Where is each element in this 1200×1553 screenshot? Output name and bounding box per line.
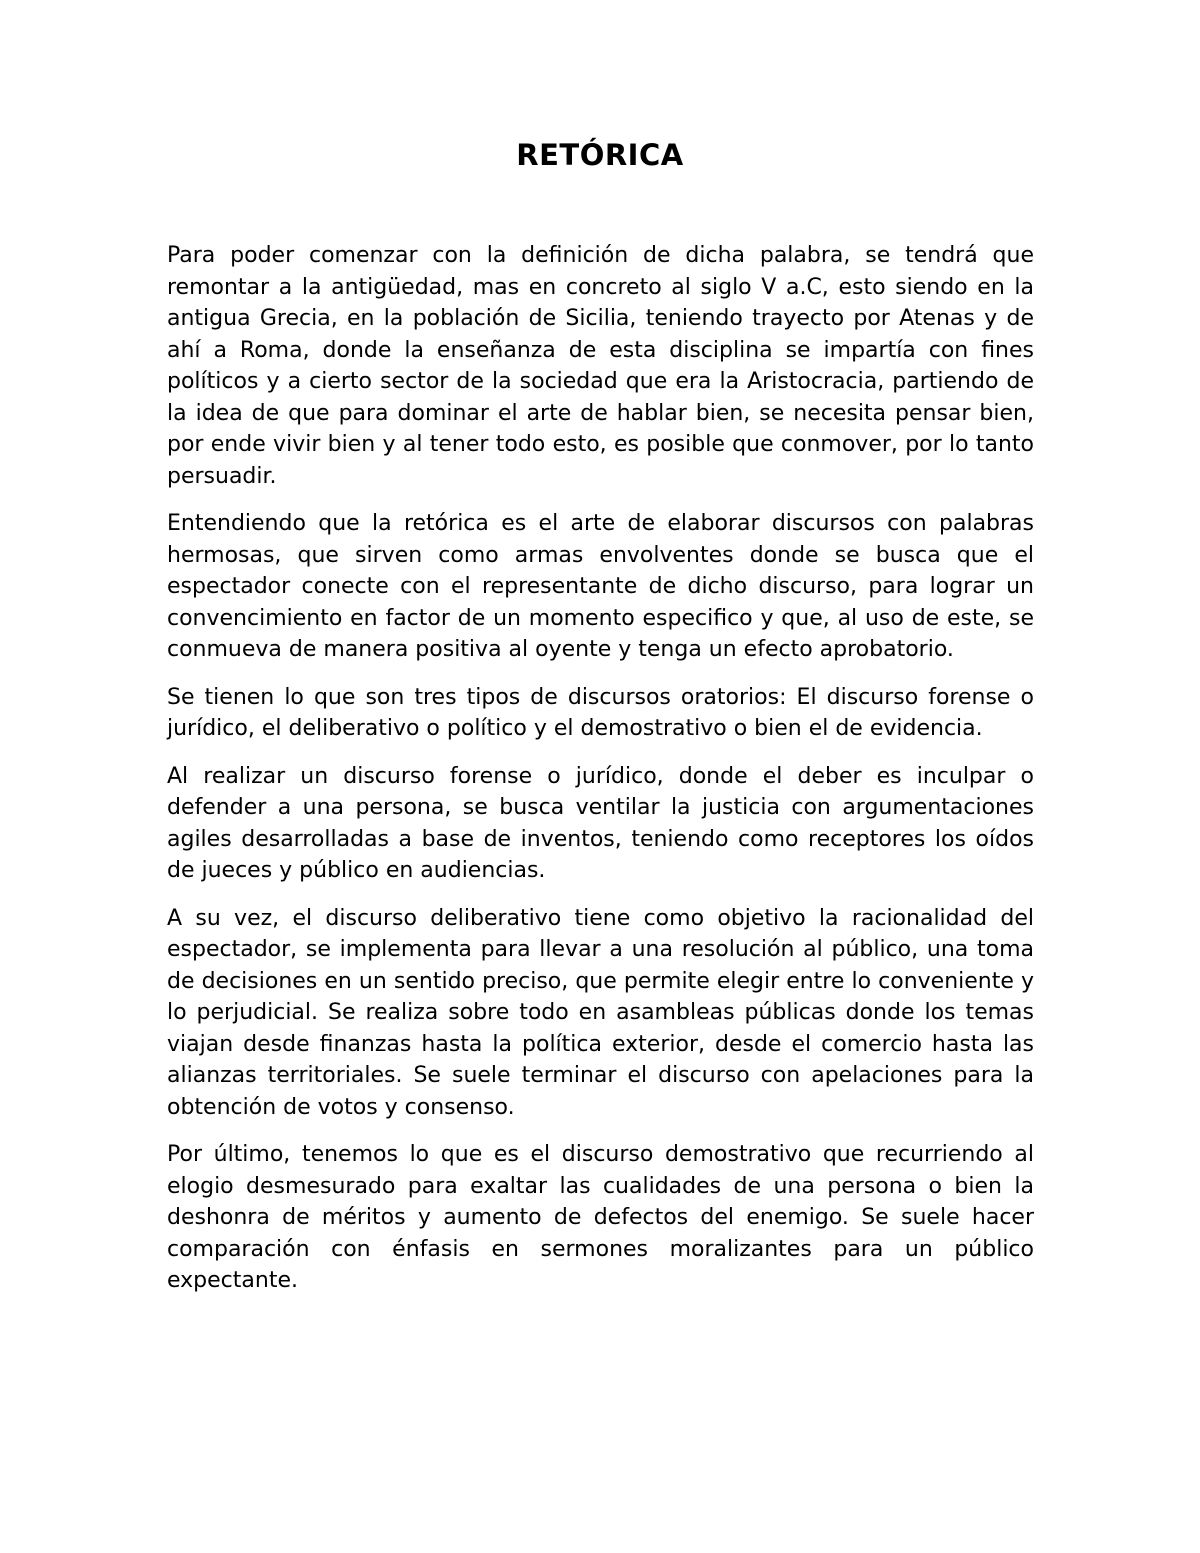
document-body	[167, 240, 1034, 1313]
paragraph-4: Al realizar un discurso forense o jurídico, donde el deber es inculpar o defender a una persona, se busca ventilar la justicia con argumentaciones agiles desarrolladas a base de inventos, teniendo como receptores los oídos de jueces y público en audiencias.	[167, 763, 1034, 883]
paragraph-3: Se tienen lo que son tres tipos de discursos oratorios: El discurso forense o jurídico, el deliberativo o político y el demostrativo o bien el de evidencia.	[167, 684, 1034, 741]
paragraph-1: Para poder comenzar con la definición de dicha palabra, se tendrá que remontar a la antigüedad, mas en concreto al siglo V a.C, esto siendo en la antigua Grecia, en la población de Sicilia, teniendo trayecto por Atenas y de ahí a Roma, donde la enseñanza de esta disciplina se impartía con fines políticos y a cierto sector de la sociedad que era la Aristocracia, partiendo de la idea de que para dominar el arte de hablar bien, se necesita pensar bien, por ende vivir bien y al tener todo esto, es posible que conmover, por lo tanto persuadir.	[167, 243, 1034, 489]
document-title: RETÓRICA	[516, 138, 684, 172]
paragraph-6: Por último, tenemos lo que es el discurso demostrativo que recurriendo al elogio desmesurado para exaltar las cualidades de una persona o bien la deshonra de méritos y aumento de defectos del enemigo. Se suele hacer comparación con énfasis en sermones moralizantes para un público expectante.	[167, 1142, 1034, 1293]
paragraph-2: Entendiendo que la retórica es el arte de elaborar discursos con palabras hermosas, que sirven como armas envolventes donde se busca que el espectador conecte con el representante de dicho discurso, para lograr un convencimiento en factor de un momento especifico y que, al uso de este, se conmueva de manera positiva al oyente y tenga un efecto aprobatorio.	[167, 511, 1034, 662]
paragraph-5: A su vez, el discurso deliberativo tiene como objetivo la racionalidad del espectador, se implementa para llevar a una resolución al público, una toma de decisiones en un sentido preciso, que permite elegir entre lo conveniente y lo perjudicial. Se realiza sobre todo en asambleas públicas donde los temas viajan desde finanzas hasta la política exterior, desde el comercio hasta las alianzas territoriales. Se suele terminar el discurso con apelaciones para la obtención de votos y consenso.	[167, 905, 1034, 1120]
